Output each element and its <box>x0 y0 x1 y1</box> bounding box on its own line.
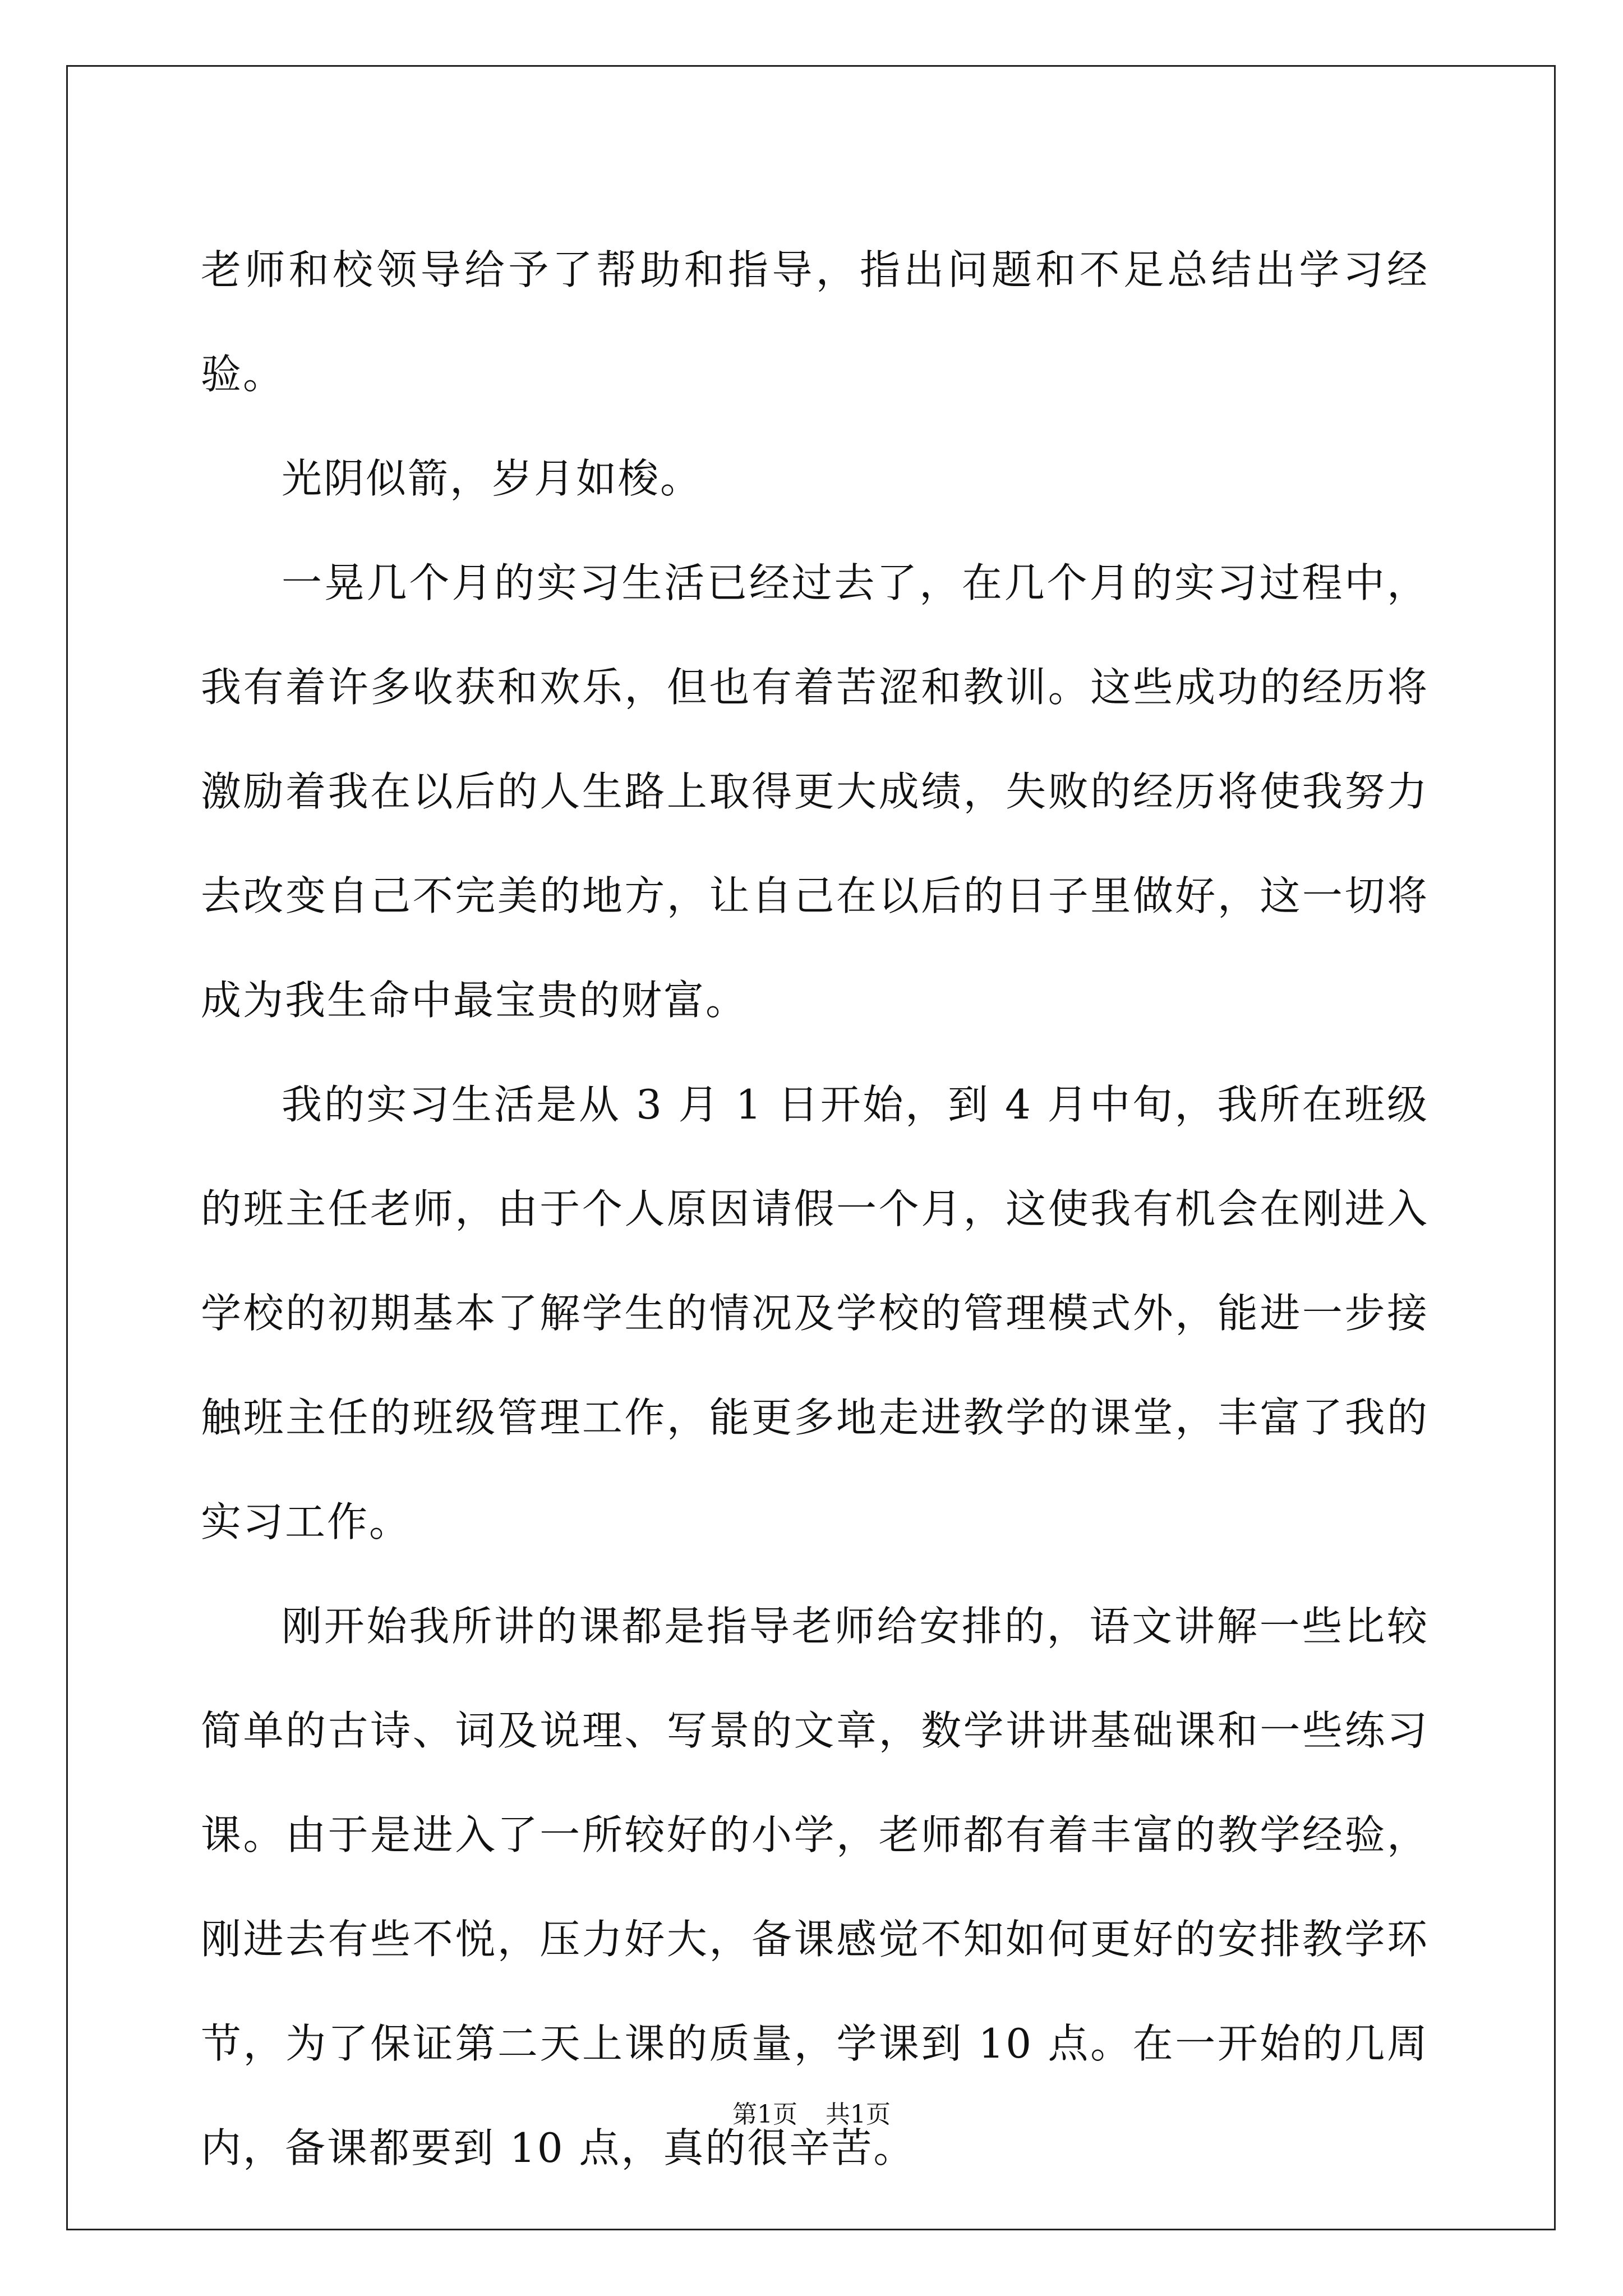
document-body <box>201 218 1429 2200</box>
paragraph-2: 光阴似箭，岁月如梭。 <box>282 455 703 502</box>
page-footer <box>0 2098 1623 2132</box>
paragraph-5: 刚开始我所讲的课都是指导老师给安排的，语文讲解一些比较简单的古诗、词及说理、写景的文章，数学讲讲基础课和一些练习课。由于是进入了一所较好的小学，老师都有着丰富的教学经验，刚进去有些不悦，压力好大，备课感觉不知如何更好的安排教学环节，为了保证第二天上课的质量，学课到 10 点。在一开始的几周内，备课都要到 10 点，真的很辛苦。 <box>201 1603 1429 2171</box>
paragraph-3: 一晃几个月的实习生活已经过去了，在几个月的实习过程中，我有着许多收获和欢乐，但也有着苦涩和教训。这些成功的经历将激励着我在以后的人生路上取得更大成绩，失败的经历将使我努力去改变自己不完美的地方，让自己在以后的日子里做好，这一切将成为我生命中最宝贵的财富。 <box>201 559 1429 1024</box>
page-number-current: 第1页 <box>732 2100 797 2129</box>
page-number-total: 共1页 <box>826 2100 891 2129</box>
paragraph-4: 我的实习生活是从 3 月 1 日开始，到 4 月中旬，我所在班级的班主任老师，由于个人原因请假一个月，这使我有机会在刚进入学校的初期基本了解学生的情况及学校的管理模式外，能进一步接触班主任的班级管理工作，能更多地走进教学的课堂，丰富了我的实习工作。 <box>201 1081 1429 1545</box>
paragraph-1: 老师和校领导给予了帮助和指导，指出问题和不足总结出学习经验。 <box>201 246 1429 398</box>
